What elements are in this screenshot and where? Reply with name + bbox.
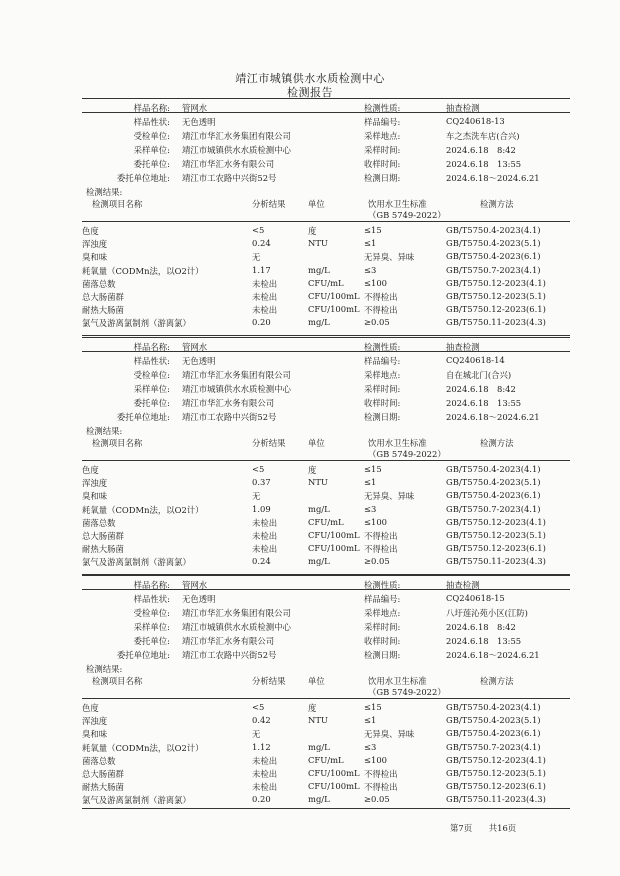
result-unit: mg/L <box>308 264 330 275</box>
info-row <box>82 381 570 395</box>
results-label: 检测结果: <box>86 426 123 436</box>
result-standard: ≤3 <box>364 741 377 752</box>
info-label: 委托单位: <box>133 398 170 408</box>
header-rule <box>82 221 570 222</box>
result-item: 菌落总数 <box>82 755 116 766</box>
result-method: GB/T5750.12-2023(4.1) <box>446 277 546 288</box>
info-rule <box>82 589 570 590</box>
result-method: GB/T5750.11-2023(4.3) <box>446 794 546 805</box>
info-value: 靖江市城镇供水水质检测中心 <box>182 145 291 155</box>
info-value: 2024.6.18 13:55 <box>446 636 522 646</box>
result-method: GB/T5750.12-2023(6.1) <box>446 781 546 792</box>
result-unit: CFU/100mL <box>308 530 360 540</box>
result-row <box>82 289 570 303</box>
result-item: 浑浊度 <box>82 716 108 727</box>
result-row <box>82 753 570 767</box>
info-row <box>82 647 570 661</box>
result-item: 耐热大肠菌 <box>82 544 124 555</box>
result-method: GB/T5750.4-2023(4.1) <box>446 225 541 235</box>
result-result: 0.37 <box>252 477 271 488</box>
result-method: GB/T5750.12-2023(4.1) <box>446 754 546 765</box>
info-label: 委托单位地址: <box>116 173 170 183</box>
result-result: 无 <box>252 252 261 263</box>
result-standard: ≤1 <box>364 477 377 488</box>
result-row <box>82 249 570 263</box>
result-method: GB/T5750.4-2023(6.1) <box>446 728 541 739</box>
info-label: 采样时间: <box>364 145 401 155</box>
result-row <box>82 302 570 316</box>
col-header-method: 检测方法 <box>480 438 514 448</box>
result-item: 耗氧量（CODMn法，以O2计） <box>82 742 204 753</box>
result-unit: mg/L <box>308 317 330 328</box>
result-item: 浑浊度 <box>82 478 108 489</box>
info-row <box>82 156 570 170</box>
info-value: 无色透明 <box>182 594 216 604</box>
col-header-method: 检测方法 <box>480 199 514 209</box>
result-result: 0.24 <box>252 556 271 567</box>
info-value: 2024.6.18 8:42 <box>446 145 516 155</box>
info-rule <box>82 351 570 352</box>
result-standard: ≤1 <box>364 238 377 249</box>
result-item: 耐热大肠菌 <box>82 782 124 793</box>
result-standard: ≥0.05 <box>364 794 390 805</box>
info-label: 检测性质: <box>364 580 401 590</box>
info-row <box>82 395 570 409</box>
section-bottom-rule <box>82 808 570 809</box>
result-item: 色度 <box>82 465 99 475</box>
result-method: GB/T5750.4-2023(5.1) <box>446 477 541 488</box>
result-row <box>82 792 570 806</box>
info-label: 委托单位: <box>133 636 170 646</box>
result-item: 氯气及游离氯制剂（游离氯） <box>82 318 191 329</box>
result-unit: CFU/100mL <box>308 291 360 301</box>
result-row <box>82 740 570 754</box>
result-standard: ≤15 <box>364 702 382 712</box>
info-value: 靖江市城镇供水水质检测中心 <box>182 622 291 632</box>
result-row <box>82 515 570 529</box>
info-row <box>82 367 570 381</box>
result-row <box>82 475 570 489</box>
info-label: 受检单位: <box>133 370 170 380</box>
result-standard: 不得检出 <box>364 769 398 779</box>
info-label: 检测日期: <box>364 412 401 422</box>
result-result: 1.09 <box>252 503 271 514</box>
info-row <box>82 114 570 128</box>
result-row <box>82 223 570 237</box>
section-top-rule <box>82 98 570 99</box>
col-header-result: 分析结果 <box>252 438 286 448</box>
result-item: 总大肠菌群 <box>82 769 124 779</box>
result-unit: mg/L <box>308 794 330 805</box>
result-item: 耗氧量（CODMn法，以O2计） <box>82 504 204 515</box>
info-row <box>82 409 570 423</box>
result-result: 未检出 <box>252 769 278 779</box>
info-label: 采样单位: <box>133 145 170 155</box>
result-standard: 无异臭、异味 <box>364 252 415 263</box>
result-result: <5 <box>252 225 265 235</box>
info-value: 靖江市华汇水务有限公司 <box>182 398 275 408</box>
result-standard: ≤15 <box>364 464 382 474</box>
result-result: 未检出 <box>252 544 278 555</box>
result-result: <5 <box>252 702 265 712</box>
info-value: 无色透明 <box>182 117 216 127</box>
result-method: GB/T5750.7-2023(4.1) <box>446 264 541 275</box>
result-result: 无 <box>252 729 261 740</box>
info-label: 采样地点: <box>364 370 401 380</box>
result-standard: ≥0.05 <box>364 317 390 328</box>
col-header-result: 分析结果 <box>252 199 286 209</box>
result-result: 1.17 <box>252 264 271 275</box>
info-label: 受检单位: <box>133 608 170 618</box>
info-value: 靖江市工农路中兴街52号 <box>182 650 277 660</box>
result-unit: CFU/100mL <box>308 304 360 315</box>
info-value: 靖江市华汇水务有限公司 <box>182 159 275 169</box>
result-unit: CFU/100mL <box>308 543 360 554</box>
info-label: 检测日期: <box>364 650 401 660</box>
result-result: 未检出 <box>252 305 278 316</box>
info-label: 收样时间: <box>364 636 401 646</box>
info-value: 2024.6.18 8:42 <box>446 622 516 632</box>
info-value: 2024.6.18～2024.6.21 <box>446 173 540 183</box>
result-item: 菌落总数 <box>82 278 116 289</box>
info-label: 样品编号: <box>364 594 401 604</box>
col-header-result: 分析结果 <box>252 676 286 686</box>
result-item: 耗氧量（CODMn法，以O2计） <box>82 265 204 276</box>
info-label: 采样单位: <box>133 384 170 394</box>
result-method: GB/T5750.12-2023(5.1) <box>446 768 546 778</box>
info-value: 管网水 <box>182 103 208 113</box>
result-method: GB/T5750.7-2023(4.1) <box>446 741 541 752</box>
info-row <box>82 619 570 633</box>
info-value: 管网水 <box>182 342 208 352</box>
info-label: 样品性状: <box>133 594 170 604</box>
info-value: 抽查检测 <box>446 342 480 352</box>
result-method: GB/T5750.4-2023(6.1) <box>446 490 541 501</box>
col-header-item: 检测项目名称 <box>92 676 143 686</box>
report-subtitle: 检测报告 <box>287 86 333 99</box>
result-item: 总大肠菌群 <box>82 292 124 302</box>
result-row <box>82 263 570 277</box>
result-row <box>82 528 570 542</box>
result-item: 菌落总数 <box>82 517 116 528</box>
info-value: 靖江市城镇供水水质检测中心 <box>182 384 291 394</box>
results-label: 检测结果: <box>86 187 123 197</box>
result-method: GB/T5750.11-2023(4.3) <box>446 556 546 567</box>
col-header-item: 检测项目名称 <box>92 199 143 209</box>
result-row <box>82 315 570 329</box>
result-method: GB/T5750.12-2023(6.1) <box>446 543 546 554</box>
info-value: 八圩莲沁苑小区(江防) <box>446 608 528 618</box>
result-unit: CFU/100mL <box>308 781 360 792</box>
result-result: 未检出 <box>252 755 278 766</box>
result-method: GB/T5750.11-2023(4.3) <box>446 317 546 328</box>
col-header-standard: 饮用水卫生标准 <box>368 676 427 686</box>
result-row <box>82 488 570 502</box>
result-unit: NTU <box>308 477 328 488</box>
info-row <box>82 591 570 605</box>
result-unit: NTU <box>308 715 328 726</box>
info-label: 收样时间: <box>364 398 401 408</box>
col-header-standard-ref: （GB 5749-2022） <box>368 687 446 697</box>
results-header-sub <box>82 684 570 698</box>
result-unit: CFU/mL <box>308 754 344 765</box>
col-header-item: 检测项目名称 <box>92 438 143 448</box>
result-result: 未检出 <box>252 782 278 793</box>
info-value: 抽查检测 <box>446 103 480 113</box>
col-header-standard: 饮用水卫生标准 <box>368 199 427 209</box>
results-label: 检测结果: <box>86 664 123 674</box>
result-method: GB/T5750.12-2023(6.1) <box>446 304 546 315</box>
info-label: 样品名称: <box>133 103 170 113</box>
result-standard: ≤1 <box>364 715 377 726</box>
info-value: 车之杰洗车店(合兴) <box>446 131 520 141</box>
result-item: 耐热大肠菌 <box>82 305 124 316</box>
result-standard: 不得检出 <box>364 292 398 302</box>
result-standard: ≤3 <box>364 503 377 514</box>
info-label: 样品性状: <box>133 356 170 366</box>
result-unit: 度 <box>308 226 317 236</box>
result-row <box>82 462 570 476</box>
info-value: 2024.6.18 13:55 <box>446 159 522 169</box>
info-label: 采样地点: <box>364 608 401 618</box>
result-item: 氯气及游离氯制剂（游离氯） <box>82 795 191 806</box>
result-row <box>82 766 570 780</box>
sample-section <box>82 575 570 807</box>
info-value: 靖江市工农路中兴街52号 <box>182 173 277 183</box>
page-number: 第7页 <box>450 823 473 833</box>
result-row <box>82 502 570 516</box>
info-value: 管网水 <box>182 580 208 590</box>
info-label: 收样时间: <box>364 159 401 169</box>
info-label: 样品名称: <box>133 580 170 590</box>
result-unit: CFU/mL <box>308 516 344 527</box>
result-standard: 不得检出 <box>364 531 398 541</box>
result-result: 无 <box>252 491 261 502</box>
info-value: CQ240618-14 <box>446 355 505 365</box>
info-label: 检测性质: <box>364 103 401 113</box>
section-bottom-rule <box>82 335 570 336</box>
header-rule <box>82 698 570 699</box>
result-item: 总大肠菌群 <box>82 531 124 541</box>
col-header-standard: 饮用水卫生标准 <box>368 438 427 448</box>
result-standard: 无异臭、异味 <box>364 729 415 740</box>
results-header-sub <box>82 446 570 460</box>
result-standard: 无异臭、异味 <box>364 491 415 502</box>
info-value: 2024.6.18～2024.6.21 <box>446 650 540 660</box>
result-standard: 不得检出 <box>364 544 398 555</box>
result-standard: ≤15 <box>364 225 382 235</box>
info-value: 靖江市华汇水务集团有限公司 <box>182 608 291 618</box>
info-label: 检测性质: <box>364 342 401 352</box>
result-item: 浑浊度 <box>82 239 108 250</box>
info-label: 样品性状: <box>133 117 170 127</box>
result-row <box>82 236 570 250</box>
info-label: 检测日期: <box>364 173 401 183</box>
result-row <box>82 779 570 793</box>
result-standard: 不得检出 <box>364 305 398 316</box>
result-method: GB/T5750.4-2023(4.1) <box>446 702 541 712</box>
result-row <box>82 541 570 555</box>
page-total: 共16页 <box>488 823 517 833</box>
result-result: 未检出 <box>252 531 278 541</box>
info-label: 受检单位: <box>133 131 170 141</box>
result-standard: 不得检出 <box>364 782 398 793</box>
result-unit: mg/L <box>308 503 330 514</box>
result-standard: ≤100 <box>364 754 388 765</box>
result-standard: ≥0.05 <box>364 556 390 567</box>
result-result: 0.24 <box>252 238 271 249</box>
col-header-unit: 单位 <box>308 676 325 686</box>
result-method: GB/T5750.4-2023(6.1) <box>446 251 541 262</box>
result-unit: 度 <box>308 465 317 475</box>
info-value: 2024.6.18 8:42 <box>446 384 516 394</box>
result-unit: NTU <box>308 238 328 249</box>
result-standard: ≤100 <box>364 277 388 288</box>
result-result: 未检出 <box>252 278 278 289</box>
info-label: 样品编号: <box>364 356 401 366</box>
info-value: 无色透明 <box>182 356 216 366</box>
result-item: 臭和味 <box>82 491 108 502</box>
result-result: 1.12 <box>252 741 271 752</box>
result-result: 0.20 <box>252 794 271 805</box>
info-row <box>82 128 570 142</box>
info-row <box>82 170 570 184</box>
info-value: 靖江市华汇水务有限公司 <box>182 636 275 646</box>
info-row <box>82 142 570 156</box>
sample-section <box>82 98 570 330</box>
result-item: 色度 <box>82 226 99 236</box>
header-rule <box>82 460 570 461</box>
info-value: 自在城北门(合兴) <box>446 370 512 380</box>
info-value: 2024.6.18～2024.6.21 <box>446 412 540 422</box>
result-row <box>82 726 570 740</box>
info-row <box>82 605 570 619</box>
col-header-unit: 单位 <box>308 438 325 448</box>
col-header-unit: 单位 <box>308 199 325 209</box>
result-row <box>82 700 570 714</box>
result-item: 氯气及游离氯制剂（游离氯） <box>82 557 191 568</box>
info-label: 采样单位: <box>133 622 170 632</box>
result-item: 臭和味 <box>82 252 108 263</box>
page-footer <box>450 822 530 834</box>
col-header-method: 检测方法 <box>480 676 514 686</box>
info-row <box>82 353 570 367</box>
info-label: 委托单位地址: <box>116 412 170 422</box>
section-top-rule <box>82 337 570 338</box>
result-result: 0.20 <box>252 317 271 328</box>
info-rule <box>82 112 570 113</box>
info-label: 采样时间: <box>364 384 401 394</box>
info-label: 采样时间: <box>364 622 401 632</box>
result-item: 臭和味 <box>82 729 108 740</box>
section-top-rule <box>82 575 570 576</box>
result-result: 未检出 <box>252 517 278 528</box>
result-method: GB/T5750.12-2023(4.1) <box>446 516 546 527</box>
info-value: CQ240618-13 <box>446 116 505 126</box>
info-value: 靖江市华汇水务集团有限公司 <box>182 370 291 380</box>
info-label: 采样地点: <box>364 131 401 141</box>
col-header-standard-ref: （GB 5749-2022） <box>368 449 446 459</box>
result-method: GB/T5750.4-2023(4.1) <box>446 464 541 474</box>
info-label: 委托单位地址: <box>116 650 170 660</box>
result-standard: ≤3 <box>364 264 377 275</box>
result-result: <5 <box>252 464 265 474</box>
results-header-sub <box>82 207 570 221</box>
col-header-standard-ref: （GB 5749-2022） <box>368 210 446 220</box>
info-label: 样品名称: <box>133 342 170 352</box>
result-standard: ≤100 <box>364 516 388 527</box>
result-row <box>82 276 570 290</box>
result-method: GB/T5750.4-2023(5.1) <box>446 238 541 249</box>
result-result: 未检出 <box>252 292 278 302</box>
result-row <box>82 554 570 568</box>
info-value: CQ240618-15 <box>446 593 505 603</box>
info-label: 委托单位: <box>133 159 170 169</box>
result-method: GB/T5750.7-2023(4.1) <box>446 503 541 514</box>
result-method: GB/T5750.12-2023(5.1) <box>446 530 546 540</box>
result-unit: CFU/100mL <box>308 768 360 778</box>
info-value: 靖江市华汇水务集团有限公司 <box>182 131 291 141</box>
info-row <box>82 633 570 647</box>
result-unit: mg/L <box>308 741 330 752</box>
result-unit: CFU/mL <box>308 277 344 288</box>
result-method: GB/T5750.4-2023(5.1) <box>446 715 541 726</box>
result-row <box>82 713 570 727</box>
info-label: 样品编号: <box>364 117 401 127</box>
result-method: GB/T5750.12-2023(5.1) <box>446 291 546 301</box>
sample-section <box>82 337 570 569</box>
info-value: 2024.6.18 13:55 <box>446 398 522 408</box>
report-title: 靖江市城镇供水水质检测中心 <box>235 72 385 85</box>
result-unit: mg/L <box>308 556 330 567</box>
result-unit: 度 <box>308 703 317 713</box>
info-value: 抽查检测 <box>446 580 480 590</box>
info-value: 靖江市工农路中兴街52号 <box>182 412 277 422</box>
result-item: 色度 <box>82 703 99 713</box>
result-result: 0.42 <box>252 715 271 726</box>
